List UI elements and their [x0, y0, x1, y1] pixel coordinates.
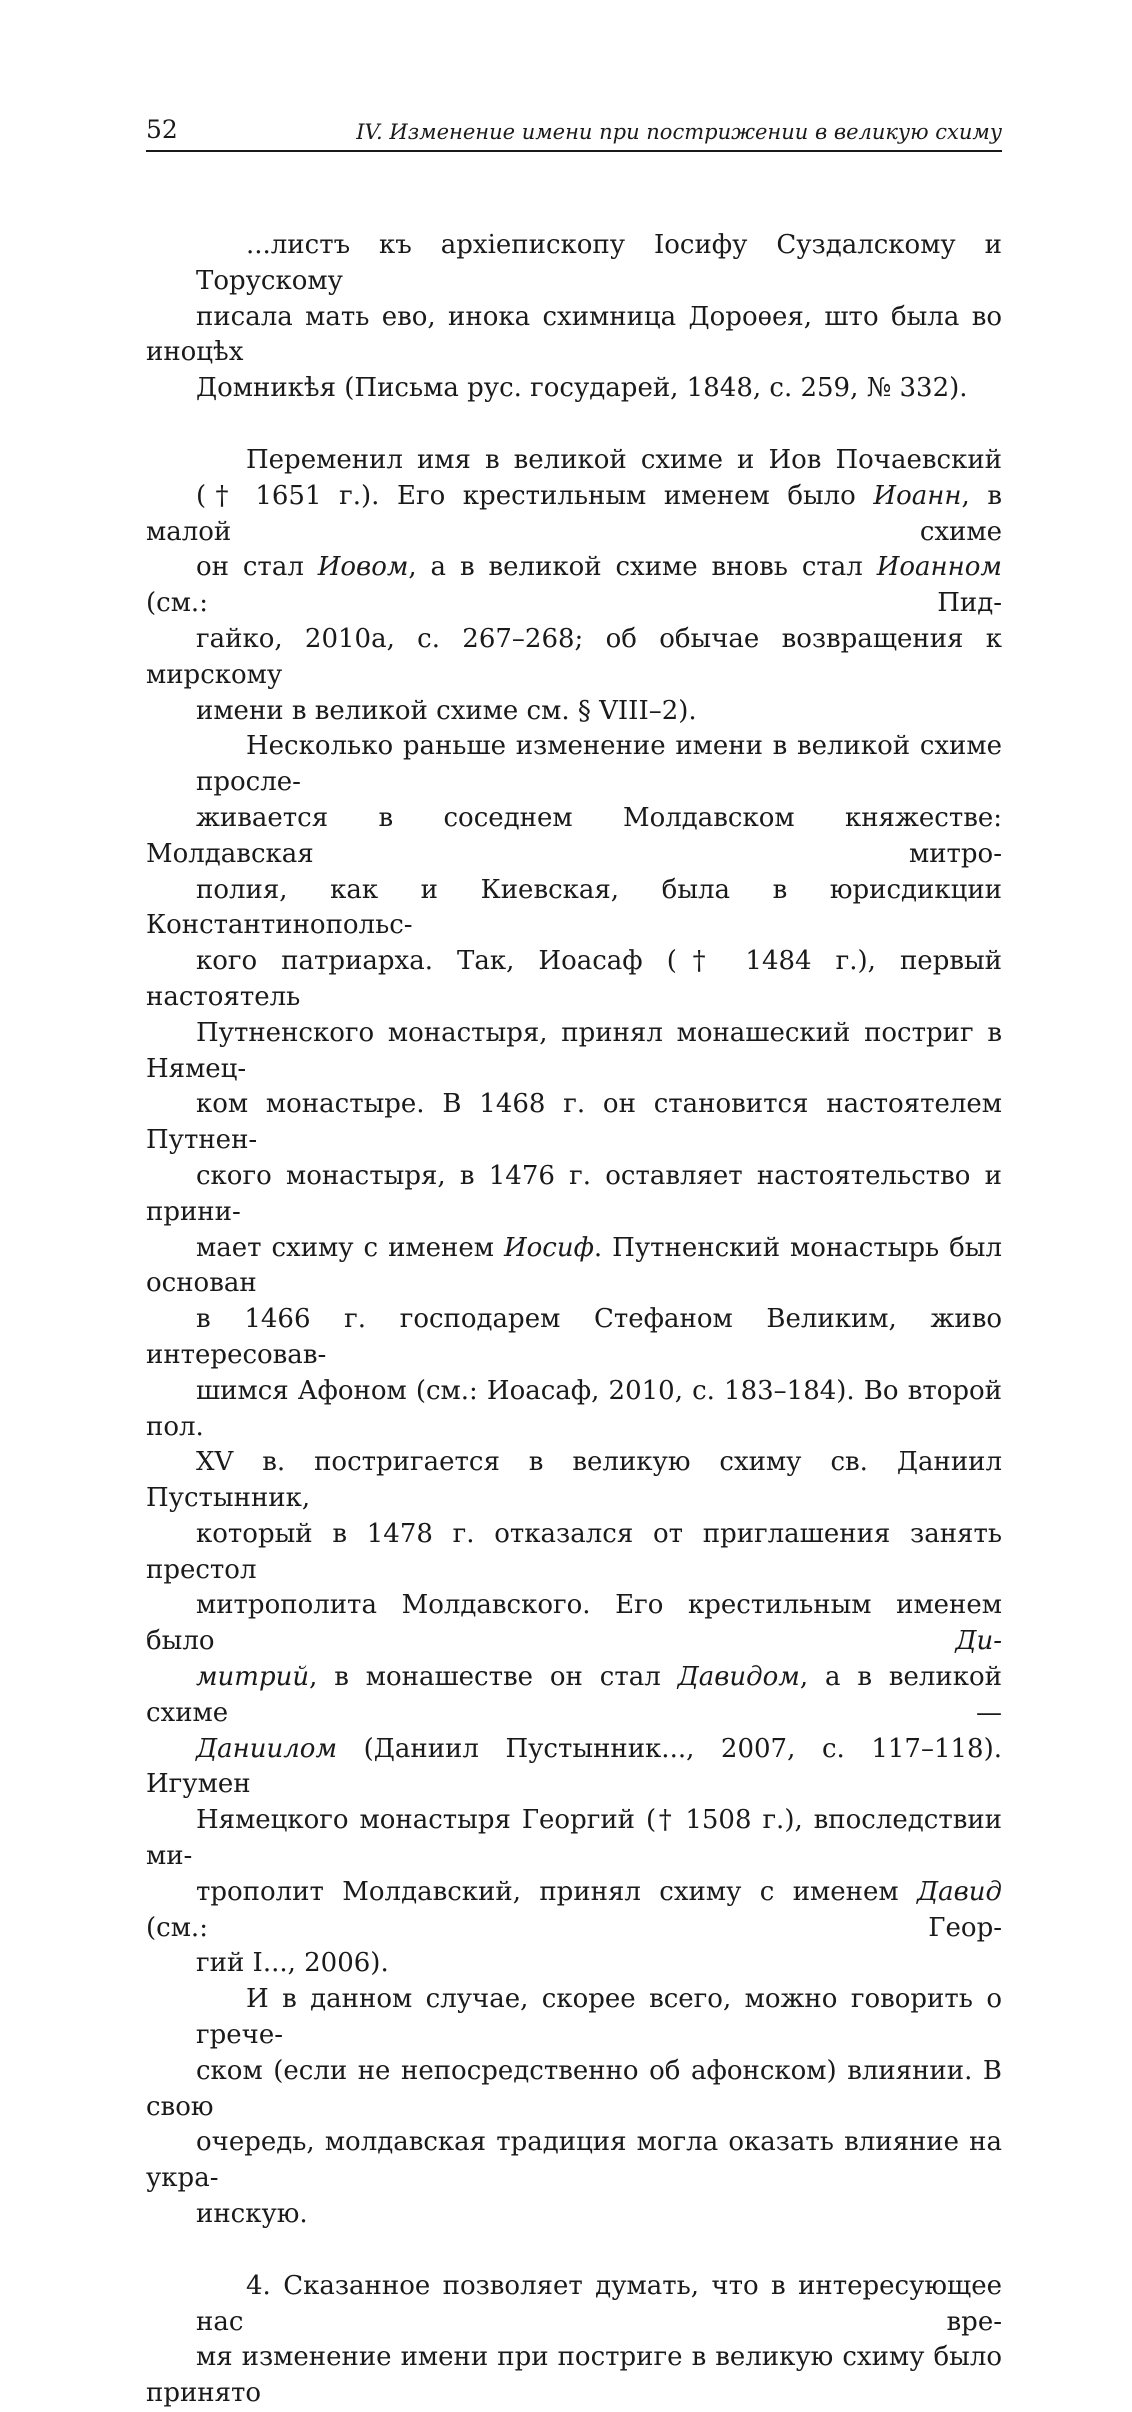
text-line: ского монастыря, в 1476 г. оставляет настоятельство и прини- [146, 1160, 1002, 1227]
text-line: († 1651 г.). Его крестильным именем было Иоанн, в малой схиме [146, 480, 1002, 547]
text-line: который в 1478 г. отказался от приглашения занять престол [146, 1518, 1002, 1585]
text-line: митрополита Молдавского. Его крестильным именем было Ди- [146, 1590, 1002, 1657]
text-line: 4. Сказанное позволяет думать, что в интересующее нас вре- [196, 2270, 1002, 2337]
text-line: Домникѣя (Письма рус. государей, 1848, с. 259, № 332). [196, 373, 968, 404]
text-line: трополит Молдавский, принял схиму с именем Давид (см.: Геор- [146, 1876, 1002, 1943]
text-line: ском (если не непосредственно об афонском) влиянии. В свою [146, 2055, 1002, 2122]
quote-block [146, 228, 1002, 407]
paragraph-moldavia [146, 729, 1002, 1982]
text-line: XV в. постригается в великую схиму св. Даниил Пустынник, [146, 1447, 1002, 1514]
text-line: ...листъ къ архіепископу Іосифу Суздалскому и Торускому [196, 230, 1002, 296]
page-number: 52 [146, 115, 178, 144]
text-line: митрий, в монашестве он стал Давидом, а в великой схиме — [146, 1662, 1002, 1728]
text-line: шимся Афоном (см.: Иоасаф, 2010, с. 183–184). Во второй пол. [146, 1375, 1002, 1442]
paragraph-point-4 [146, 2269, 1002, 2412]
text-line: Путненского монастыря, принял монашеский постриг в Нямец- [146, 1017, 1002, 1084]
running-head: IV. Изменение имени при пострижении в великую схиму [356, 120, 1002, 144]
text-line: мает схиму с именем Иосиф. Путненский монастырь был основан [146, 1232, 1003, 1299]
text-line: гий I..., 2006). [196, 1948, 389, 1979]
text-line: очередь, молдавская традиция могла оказать влияние на укра- [146, 2127, 1002, 2194]
text-line: ком монастыре. В 1468 г. он становится настоятелем Путнен- [146, 1089, 1002, 1156]
text-line: имени в великой схиме см. § VIII–2). [196, 695, 697, 726]
text-line: в 1466 г. господарем Стефаном Великим, живо интересовав- [146, 1304, 1002, 1370]
page-header [146, 112, 1002, 152]
text-line: И в данном случае, скорее всего, можно говорить о грече- [196, 1984, 1002, 2051]
paragraph-greek-influence [146, 1982, 1002, 2233]
text-line: полия, как и Киевская, была в юрисдикции Константинопольс- [146, 874, 1002, 941]
text-line: Переменил имя в великой схиме и Иов Почаевский [246, 444, 1002, 475]
text-line: писала мать ево, инока схимница Дороѳея, што была во иноцѣх [146, 301, 1002, 368]
text-line: Даниилом (Даниил Пустынник..., 2007, с. 117–118). Игумен [146, 1733, 1002, 1800]
text-line: инскую. [196, 2199, 308, 2230]
text-line: кого патриарха. Так, Иоасаф († 1484 г.), первый настоятель [146, 946, 1002, 1012]
text-line: Несколько раньше изменение имени в великой схиме просле- [196, 731, 1002, 798]
text-line: Нямецкого монастыря Георгий († 1508 г.), впоследствии ми- [146, 1805, 1002, 1872]
text-line: живается в соседнем Молдавском княжестве: Молдавская митро- [146, 802, 1002, 869]
body-text [146, 228, 1002, 2412]
text-line: гайко, 2010а, с. 267–268; об обычае возвращения к мирскому [146, 623, 1002, 690]
text-line: мя изменение имени при постриге в великую схиму было принято [146, 2342, 1002, 2409]
text-line: он стал Иовом, а в великой схиме вновь стал Иоанном (см.: Пид- [146, 552, 1002, 619]
paragraph-iov [146, 443, 1002, 729]
